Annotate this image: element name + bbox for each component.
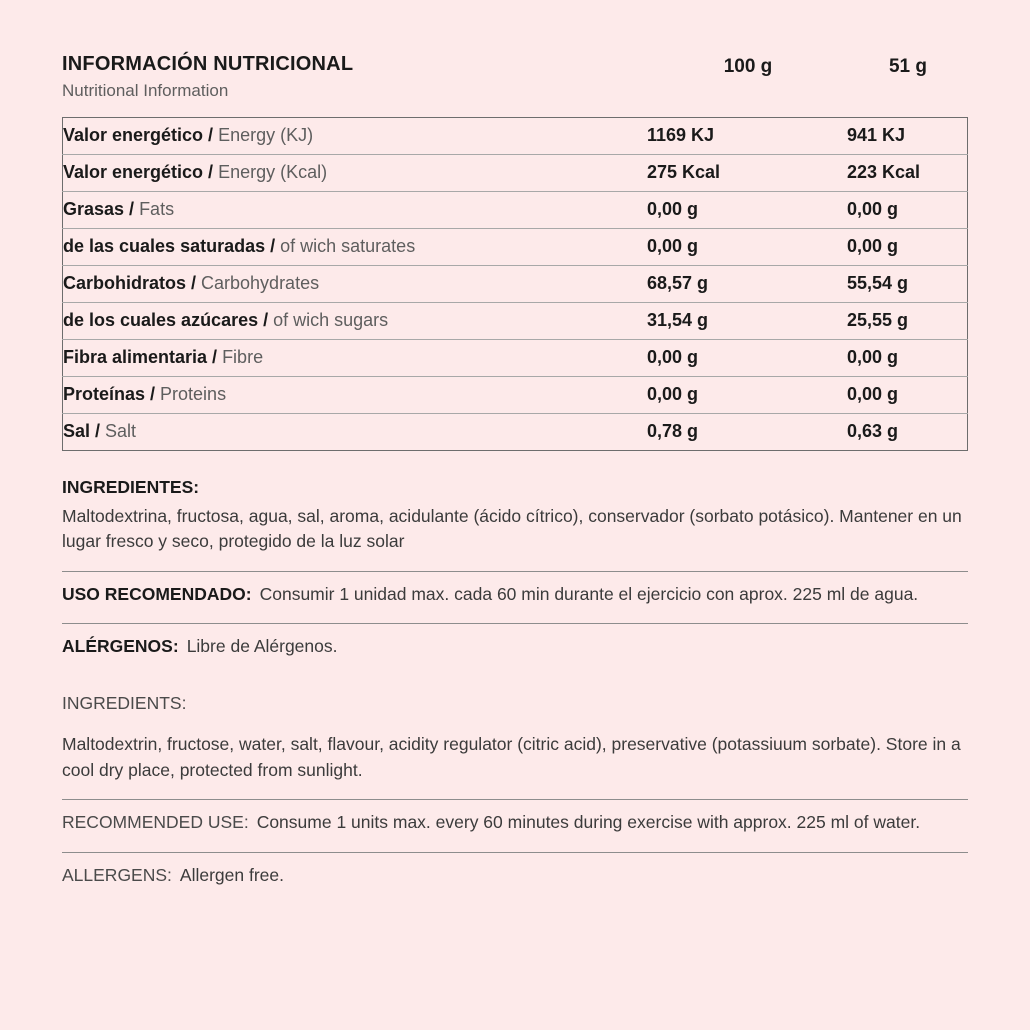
row-label-en: Carbohydrates (196, 273, 320, 294)
row-label-en: Fats (134, 199, 175, 220)
table-row (63, 376, 968, 413)
row-label-en: of wich sugars (268, 310, 389, 331)
english-ingredients-section (62, 693, 968, 783)
nutrition-table (62, 117, 968, 451)
row-label-en: Salt (100, 421, 137, 442)
row-label-en: Proteins (155, 384, 227, 405)
paragraph-spacer (62, 714, 968, 732)
row-value-100g: 0,00 g (647, 376, 847, 413)
page-subtitle: Nutritional Information (62, 81, 229, 100)
allergens-en (62, 863, 968, 888)
row-value-100g: 0,78 g (647, 421, 699, 442)
row-value-51g: 223 Kcal (847, 154, 968, 191)
row-value-100g: 31,54 g (647, 302, 847, 339)
table-row (63, 154, 968, 191)
row-label-en: Energy (KJ) (213, 125, 314, 146)
allergens-es (62, 634, 968, 659)
column-header-100g: 100 g (723, 56, 773, 77)
divider (62, 623, 968, 624)
divider (62, 852, 968, 853)
allergens-label-es: ALÉRGENOS: (62, 636, 179, 657)
table-row (63, 265, 968, 302)
row-label-es: Valor energético / (63, 125, 214, 146)
page-title: INFORMACIÓN NUTRICIONAL (62, 53, 354, 75)
nutrition-header (62, 52, 968, 103)
row-value-51g: 0,00 g (847, 376, 968, 413)
allergens-text-es: Libre de Alérgenos. (186, 636, 338, 657)
row-value-51g: 0,00 g (847, 191, 968, 228)
recommended-use-label-es: USO RECOMENDADO: (62, 583, 252, 604)
recommended-use-text-es: Consumir 1 unidad max. cada 60 min durante el ejercicio con aprox. 225 ml de agua. (259, 583, 919, 604)
row-value-100g: 0,00 g (647, 339, 847, 376)
row-value-51g: 25,55 g (847, 302, 968, 339)
row-label-en: of wich saturates (275, 236, 416, 257)
row-label-es: Valor energético / (63, 162, 214, 183)
row-label-es: de los cuales azúcares / (63, 310, 269, 331)
row-value-51g: 941 KJ (847, 117, 968, 154)
row-value-51g: 0,00 g (847, 228, 968, 265)
divider (62, 799, 968, 800)
row-label (63, 191, 648, 228)
row-label-en: Fibre (217, 347, 264, 368)
row-label-es: Grasas / (63, 199, 135, 220)
table-row (63, 413, 968, 450)
table-row (63, 191, 968, 228)
table-row (63, 339, 968, 376)
row-value-51g: 0,63 g (847, 421, 899, 442)
column-header-51g: 51 g (888, 56, 928, 77)
row-label (63, 413, 648, 450)
divider (62, 571, 968, 572)
row-label-es: Sal / (63, 421, 101, 442)
row-label (63, 117, 648, 154)
row-label-es: Proteínas / (63, 384, 156, 405)
row-label-es: de las cuales saturadas / (63, 236, 276, 257)
row-value-100g: 0,00 g (647, 228, 847, 265)
row-label (63, 302, 648, 339)
row-label (63, 228, 648, 265)
row-value-100g: 1169 KJ (647, 117, 847, 154)
row-value-51g: 55,54 g (847, 265, 968, 302)
row-value-51g: 0,00 g (847, 339, 968, 376)
row-label (63, 154, 648, 191)
recommended-use-en (62, 810, 968, 835)
row-label (63, 376, 648, 413)
ingredients-text-es: Maltodextrina, fructosa, agua, sal, aroma, acidulante (ácido cítrico), conservador (sorbato potásico). Mantener en un lugar fresco y seco, protegido de la luz solar (62, 505, 962, 552)
nutrition-table-body (63, 117, 968, 450)
table-row (63, 117, 968, 154)
ingredients-text-en: Maltodextrin, fructose, water, salt, flavour, acidity regulator (citric acid), preservative (potassiuum sorbate). Store in a cool dry place, protected from sunlight. (62, 734, 961, 780)
allergens-label-en: ALLERGENS: (62, 864, 172, 885)
recommended-use-label-en: RECOMMENDED USE: (62, 812, 249, 833)
allergens-text-en: Allergen free. (179, 864, 284, 885)
table-row (63, 302, 968, 339)
recommended-use-text-en: Consume 1 units max. every 60 minutes during exercise with approx. 225 ml of water. (256, 812, 921, 833)
nutrition-title-group (62, 52, 648, 103)
section-spacer (62, 659, 968, 693)
ingredients-heading-es: INGREDIENTES: (62, 476, 200, 497)
recommended-use-es (62, 582, 968, 607)
row-label-es: Fibra alimentaria / (63, 347, 218, 368)
row-value-100g: 275 Kcal (647, 154, 847, 191)
row-label-en: Energy (Kcal) (213, 162, 328, 183)
row-label (63, 339, 648, 376)
ingredients-heading-en: INGREDIENTS: (62, 693, 187, 714)
row-value-100g: 0,00 g (647, 191, 847, 228)
row-label-es: Carbohidratos / (63, 273, 197, 294)
table-row (63, 228, 968, 265)
row-label (63, 265, 648, 302)
spanish-ingredients-section (62, 477, 968, 555)
row-value-100g: 68,57 g (647, 265, 847, 302)
